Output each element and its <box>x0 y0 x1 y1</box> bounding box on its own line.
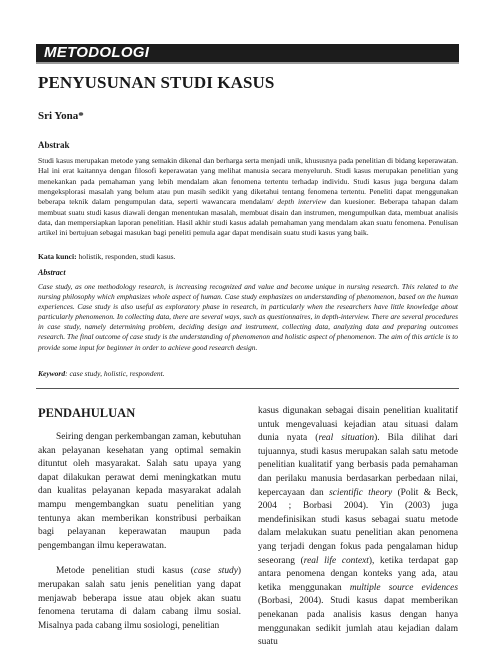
kata-kunci: Kata kunci: holistik, responden, studi kasus. <box>38 252 176 261</box>
keywords-en: Keyword: case study, holistic, respondent. <box>38 369 165 378</box>
abstract-text: Case study, as one methodology research, is increasing recognized and value and become unique in nursing research. This related to the nursing philosophy which emphasizes whole aspect of human. Case study emphasizes on understanding of phenomenon, based on the human experiences. Case study is also useful as exploratory phase in research, in particularly when the researchers have little knowledge about particularly phenomenon. In collecting data, there are several ways, such as questionnaires, in depth-interview. There are several procedures in case study, namely determining problem, deciding design and instrument, collecting data, analyzing data and preparing outcomes research. The final outcome of case study is the understanding of phenomenon and holistic aspect of phenomenon. The aim of this article is to provide some input for beginner in order to achieve good research design. <box>38 282 458 352</box>
abstract-heading: Abstract <box>38 268 66 277</box>
body-paragraph: kasus digunakan sebagai disain penelitian kualitatif untuk mengevaluasi kejadian atau situasi dalam dunia nyata (real situation). Bila dilihat dari tujuannya, studi kasus merupakan salah satu metode penelitian kualitatif yang berbasis pada pemahaman dan perilaku manusia berdasarkan perbedaan nilai, kepercayaan dan scientific theory (Polit & Beck, 2004 ; Borbasi 2004). Yin (2003) juga mendefinisikan studi kasus sebagai suatu metode dalam melakukan suatu penelitian akan penomena yang terjadi dengan fokus pada pengalaman hidup seseorang (real life context), ketika terdapat gap antara penomena dengan konteks yang ada, atau ketika menggunakan multiple source evidences (Borbasi, 2004). Studi kasus dapat memberikan penekanan pada analisis kasus dengan hanya menggunakan sedikit jumlah atau kejadian dalam suatu <box>258 406 459 648</box>
abstrak-text: Studi kasus merupakan metode yang semakin dikenal dan berharga serta menjadi unik, khususnya pada penelitian di bidang keperawatan. Hal ini erat kaitannya dengan filosofi keperawatan yang melihat manusia secara menyeluruh. Studi kasus merupakan penelitian yang menekankan pada pemahaman yang lebih mendalam akan fenomena tertentu terhadap individu. Studi kasus juga berguna dalam mengeksplorasi masalah yang belum atau pun masih sedikit yang diketahui tentang fenomena tertentu. Peneliti dapat menggunakan beberapa teknik dalam pengumpulan data, seperti wawancara mendalam/ depth interview dan kuesioner. Beberapa tahapan dalam membuat suatu studi kasus diawali dengan menentukan masalah, membuat disain dan instrumen, mengumpulkan data, membuat analisis data, dan mempersiapkan laporan penelitian. Hasil akhir studi kasus adalah pemahaman yang mendalam akan suatu fenomena. Penulisan artikel ini bertujuan sebagai masukan bagi peneliti pemula agar dapat mendisain suatu studi kasus yang baik. <box>38 156 458 238</box>
body-paragraph: Metode penelitian studi kasus (case study) merupakan salah satu jenis penelitian yang dapat menjawab beberapa issue atau objek akan suatu fenomena terutama di dalam cabang ilmu sosial. Misalnya pada cabang ilmu sosiologi, penelitian <box>38 566 241 631</box>
section-banner <box>36 44 459 64</box>
article-author: Sri Yona* <box>38 110 84 122</box>
body-left-column <box>38 405 241 645</box>
abstrak-heading: Abstrak <box>38 140 70 150</box>
body-right-column <box>258 405 458 662</box>
banner-label: METODOLOGI <box>44 44 150 61</box>
article-title: PENYUSUNAN STUDI KASUS <box>38 73 275 92</box>
body-paragraph: Seiring dengan perkembangan zaman, kebutuhan akan pelayanan kesehatan yang optimal semakin dituntut oleh masyarakat. Salah satu upaya yang dapat dilakukan perawat demi meningkatkan mutu dan kualitas pelayanan kepada masyarakat adalah mampu mengembangkan suatu penelitian yang tentunya akan memberikan konstribusi perbaikan bagi pelayanan keperawatan maupun pada pengembangan ilmu keperawatan. <box>38 432 241 551</box>
section-heading: PENDAHULUAN <box>38 406 136 420</box>
divider <box>36 388 459 389</box>
